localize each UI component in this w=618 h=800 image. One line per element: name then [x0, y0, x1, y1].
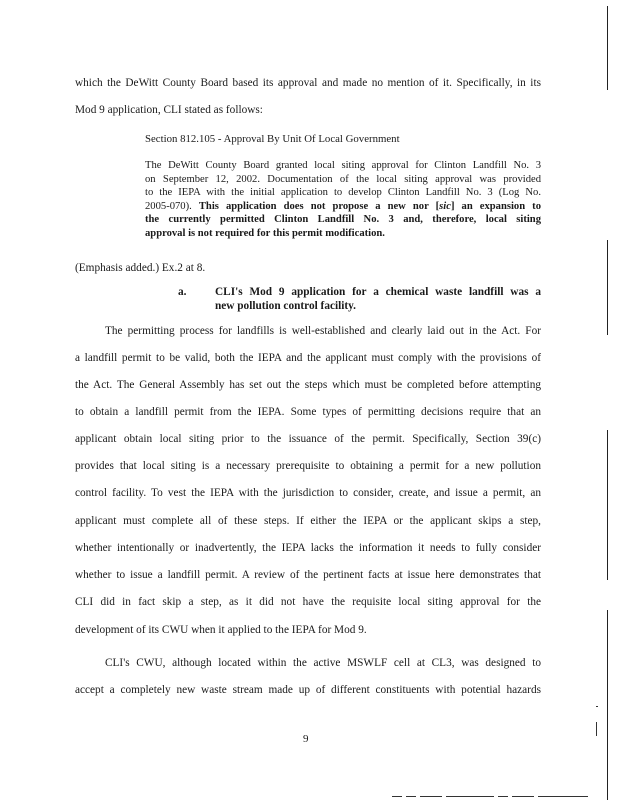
- scan-speck: [596, 722, 597, 736]
- right-margin-line: [607, 240, 608, 335]
- quote-emphasis: This application does not propose a new nor [: [198, 200, 440, 212]
- block-quote: [145, 159, 541, 241]
- paragraph-line: development of its CWU when it applied to the IEPA for Mod 9.: [75, 624, 367, 636]
- right-margin-line: [607, 430, 608, 580]
- scan-speck: [596, 706, 598, 707]
- paragraph-line: the Act. The General Assembly has set out the steps which must be completed before attempting: [75, 379, 541, 391]
- quote-text: 2005-070).: [145, 200, 192, 212]
- page-number: 9: [303, 733, 309, 745]
- scan-dash: [538, 796, 588, 797]
- right-margin-line: [607, 6, 608, 90]
- body-line: Mod 9 application, CLI stated as follows:: [75, 104, 263, 116]
- quote-line: the currently permitted Clinton Landfill No. 3 and, therefore, local siting: [145, 214, 541, 226]
- scan-dash: [498, 796, 508, 797]
- scan-dash: [420, 796, 442, 797]
- scan-dash: [406, 796, 416, 797]
- quote-line: [145, 200, 541, 214]
- body-line: which the DeWitt County Board based its approval and made no mention of it. Specifically, in its: [75, 77, 541, 89]
- right-margin-line: [607, 610, 608, 800]
- quote-sic: sic: [439, 200, 451, 212]
- scan-dash: [392, 796, 402, 797]
- quote-emphasis: ] an expansion to: [450, 200, 541, 212]
- paragraph-line: whether intentionally or inadvertently, the IEPA lacks the information it needs to fully consider: [75, 542, 541, 554]
- paragraph-line: applicant obtain local siting prior to the issuance of the permit. Specifically, Section 39(c): [75, 433, 541, 445]
- paragraph-line: The permitting process for landfills is well-established and clearly laid out in the Act. For: [105, 325, 541, 337]
- paragraph-line: a landfill permit to be valid, both the IEPA and the applicant must comply with the provisions of: [75, 352, 541, 364]
- citation: (Emphasis added.) Ex.2 at 8.: [75, 262, 206, 274]
- paragraph-line: provides that local siting is a necessary prerequisite to obtaining a permit for a new pollution: [75, 460, 541, 472]
- paragraph-line: CLI's CWU, although located within the active MSWLF cell at CL3, was designed to: [105, 657, 541, 669]
- scan-dash: [446, 796, 494, 797]
- section-title: new pollution control facility.: [215, 300, 357, 312]
- quote-heading: Section 812.105 - Approval By Unit Of Local Government: [145, 133, 400, 145]
- paragraph-line: CLI did in fact skip a step, as it did not have the requisite local siting approval for the: [75, 596, 541, 608]
- paragraph-line: whether to issue a landfill permit. A review of the pertinent facts at issue here demonstrates that: [75, 569, 541, 581]
- section-title: CLI's Mod 9 application for a chemical waste landfill was a: [215, 286, 541, 298]
- section-number: a.: [178, 286, 187, 298]
- paragraph-line: applicant must complete all of these steps. If either the IEPA or the applicant skips a step,: [75, 515, 541, 527]
- quote-line: The DeWitt County Board granted local siting approval for Clinton Landfill No. 3: [145, 160, 541, 171]
- paragraph-line: to obtain a landfill permit from the IEPA. Some types of permitting decisions require that an: [75, 406, 541, 418]
- quote-line: to the IEPA with the initial application to develop Clinton Landfill No. 3 (Log No.: [145, 187, 541, 199]
- quote-line: on September 12, 2002. Documentation of the local siting approval was provided: [145, 173, 541, 185]
- scan-dash: [512, 796, 534, 797]
- paragraph-line: accept a completely new waste stream made up of different constituents with potential hazards: [75, 684, 541, 696]
- quote-line: approval is not required for this permit modification.: [145, 227, 385, 239]
- paragraph-line: control facility. To vest the IEPA with the jurisdiction to consider, create, and issue a permit, an: [75, 487, 541, 499]
